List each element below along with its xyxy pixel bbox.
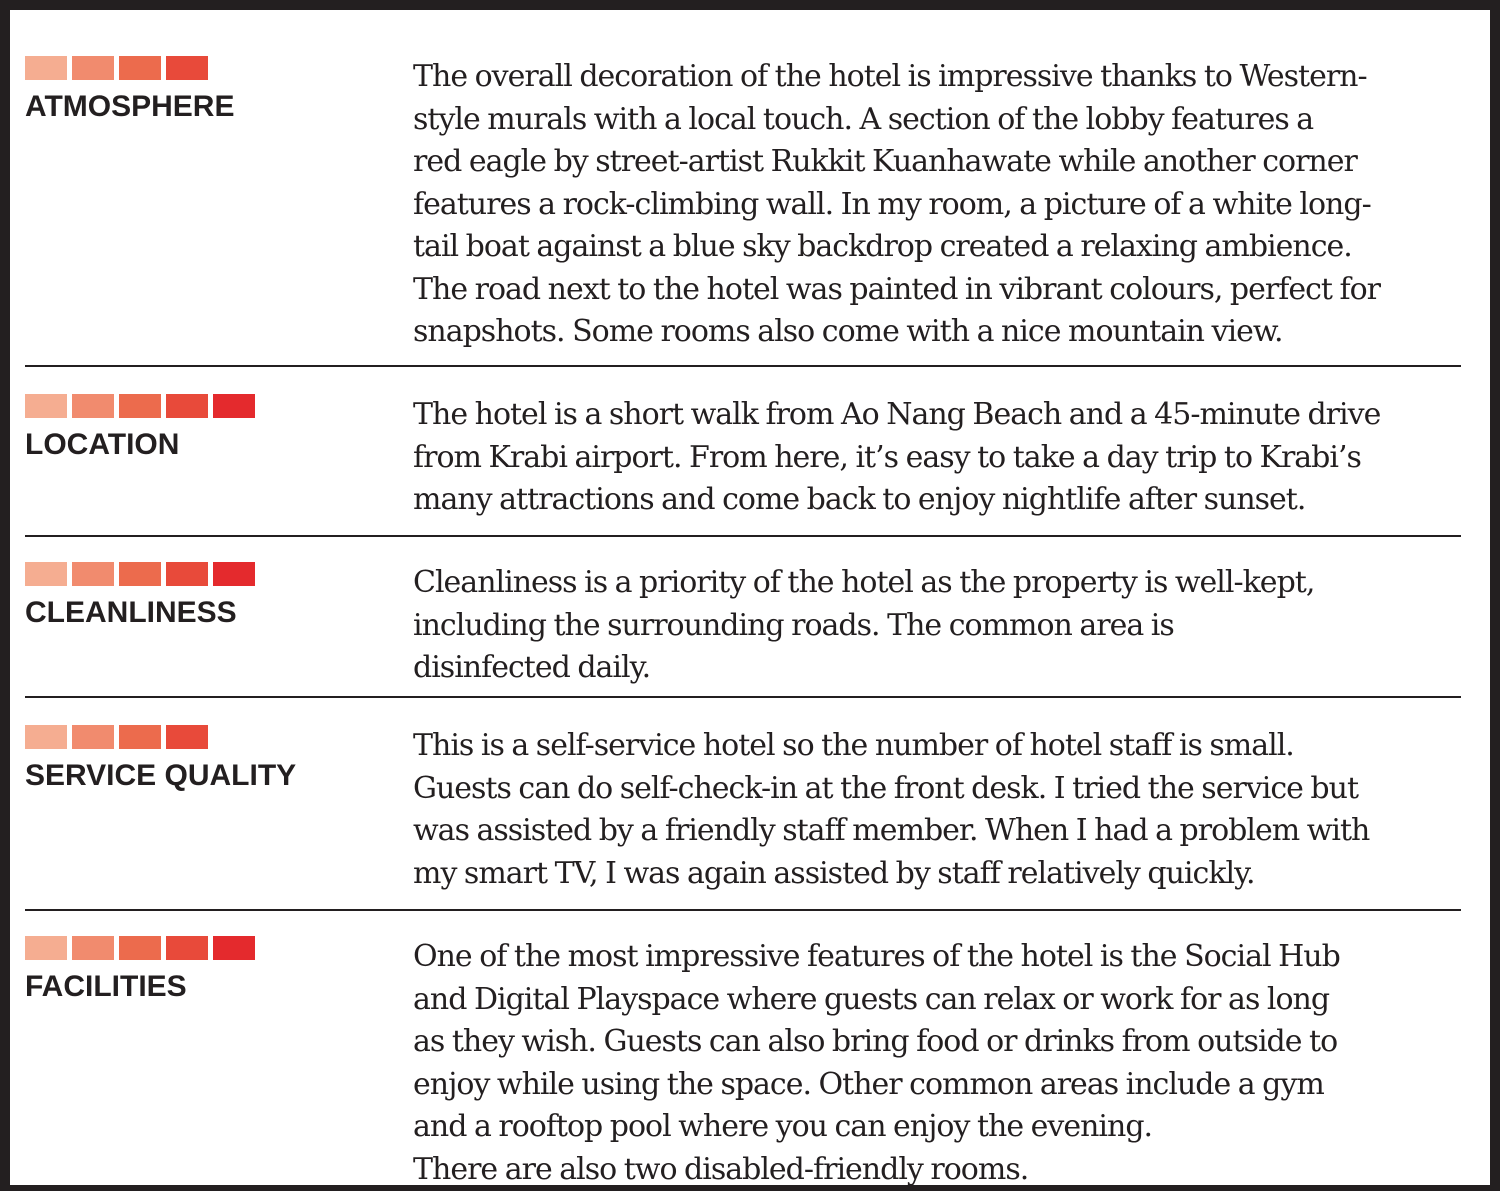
review-text-line: Guests can do self-check-in at the front desk. I tried the service but — [413, 768, 1463, 811]
section-divider — [25, 909, 1461, 911]
review-text-line: many attractions and come back to enjoy nightlife after sunset. — [413, 479, 1463, 522]
review-text-line: This is a self-service hotel so the number of hotel staff is small. — [413, 725, 1463, 768]
review-text — [413, 725, 1463, 895]
section-divider — [25, 365, 1461, 367]
rating-block — [119, 936, 161, 960]
review-text-line: features a rock-climbing wall. In my room, a picture of a white long- — [413, 184, 1463, 227]
rating-block — [166, 562, 208, 586]
review-text-line: One of the most impressive features of the hotel is the Social Hub — [413, 936, 1463, 979]
category-heading: SERVICE QUALITY — [25, 761, 296, 791]
category-heading: LOCATION — [25, 430, 179, 460]
section-divider — [25, 535, 1461, 537]
review-text-line: The hotel is a short walk from Ao Nang Beach and a 45-minute drive — [413, 394, 1463, 437]
category-heading: FACILITIES — [25, 972, 187, 1002]
rating-block — [72, 725, 114, 749]
review-text-line: red eagle by street-artist Rukkit Kuanhawate while another corner — [413, 141, 1463, 184]
rating-block — [166, 394, 208, 418]
review-text-line: style murals with a local touch. A section of the lobby features a — [413, 99, 1463, 142]
rating-block — [166, 936, 208, 960]
review-text-line: including the surrounding roads. The common area is — [413, 605, 1463, 648]
rating-block — [213, 562, 255, 586]
review-text-line: enjoy while using the space. Other common areas include a gym — [413, 1064, 1463, 1107]
rating-block — [72, 394, 114, 418]
rating-block — [119, 725, 161, 749]
category-heading: ATMOSPHERE — [25, 92, 234, 122]
review-text-line: and a rooftop pool where you can enjoy the evening. — [413, 1106, 1463, 1149]
review-text-line: tail boat against a blue sky backdrop created a relaxing ambience. — [413, 226, 1463, 269]
review-text-line: Cleanliness is a priority of the hotel as the property is well-kept, — [413, 562, 1463, 605]
rating-block — [25, 56, 67, 80]
rating-block — [213, 394, 255, 418]
review-text-line: and Digital Playspace where guests can relax or work for as long — [413, 979, 1463, 1022]
rating-block — [119, 394, 161, 418]
rating-block — [25, 562, 67, 586]
review-text-line: as they wish. Guests can also bring food or drinks from outside to — [413, 1021, 1463, 1064]
rating-block — [166, 56, 208, 80]
review-text — [413, 936, 1463, 1191]
rating-block — [119, 562, 161, 586]
review-text-line: my smart TV, I was again assisted by staff relatively quickly. — [413, 853, 1463, 896]
review-text-line: disinfected daily. — [413, 647, 1463, 690]
review-text — [413, 56, 1463, 354]
rating-block — [25, 936, 67, 960]
review-text-line: was assisted by a friendly staff member. When I had a problem with — [413, 810, 1463, 853]
rating-block — [25, 394, 67, 418]
rating-block — [213, 936, 255, 960]
rating-block — [166, 725, 208, 749]
rating-block — [119, 56, 161, 80]
review-text-line: The road next to the hotel was painted in vibrant colours, perfect for — [413, 269, 1463, 312]
category-heading: CLEANLINESS — [25, 598, 237, 628]
review-text-line: from Krabi airport. From here, it’s easy to take a day trip to Krabi’s — [413, 437, 1463, 480]
review-text-line: The overall decoration of the hotel is impressive thanks to Western- — [413, 56, 1463, 99]
review-text-line: There are also two disabled-friendly rooms. — [413, 1149, 1463, 1191]
rating-block — [25, 725, 67, 749]
rating-block — [72, 936, 114, 960]
review-text — [413, 394, 1463, 522]
review-text-line: snapshots. Some rooms also come with a nice mountain view. — [413, 311, 1463, 354]
rating-block — [72, 56, 114, 80]
review-text — [413, 562, 1463, 690]
rating-block — [72, 562, 114, 586]
review-card — [10, 10, 1490, 1185]
section-divider — [25, 696, 1461, 698]
